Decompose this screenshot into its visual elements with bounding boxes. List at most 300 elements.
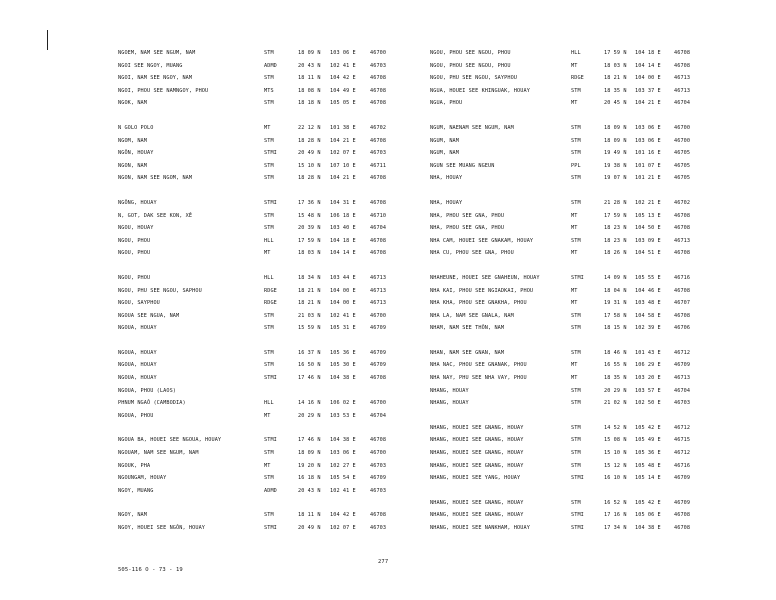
gazetteer-entry	[430, 512, 770, 525]
feature-code: MT	[571, 100, 578, 107]
longitude: 105 14 E	[635, 475, 661, 482]
latitude: 20 49 N	[298, 525, 321, 531]
place-name: NHANG, HOUEI SEE GNANG, HOUAY	[430, 437, 524, 444]
sheet-number: 46708	[370, 100, 387, 107]
sheet-number: 46708	[370, 375, 387, 382]
latitude: 17 46 N	[298, 375, 321, 382]
gazetteer-entry	[118, 200, 458, 213]
gazetteer-entry	[430, 150, 770, 163]
sheet-number: 46704	[370, 225, 387, 232]
feature-code: STM	[571, 462, 581, 469]
entry-group	[118, 512, 458, 537]
sheet-number: 46712	[674, 450, 691, 457]
place-name: NHANG, HOUEI SEE GNANG, HOUAY	[430, 499, 524, 506]
gazetteer-entry	[118, 250, 458, 263]
feature-code: HLL	[264, 400, 274, 407]
gazetteer-entry	[430, 213, 770, 226]
latitude: 17 36 N	[298, 199, 321, 206]
entry-group	[118, 437, 458, 500]
latitude: 18 35 N	[604, 87, 627, 94]
feature-code: STM	[571, 124, 581, 131]
entry-group	[430, 50, 770, 113]
longitude: 103 48 E	[635, 300, 661, 307]
place-name: NHA, HOUAY	[430, 199, 463, 206]
gazetteer-entry	[430, 400, 770, 413]
place-name: NGON, NAM	[118, 162, 148, 169]
gazetteer-entry	[430, 100, 770, 113]
entry-group	[430, 350, 770, 413]
gazetteer-entry	[430, 175, 770, 188]
longitude: 105 49 E	[635, 437, 661, 444]
sheet-number: 46708	[370, 237, 387, 244]
place-name: NHA, PHOU SEE GNA, PHOU	[430, 212, 505, 219]
feature-code: MT	[571, 362, 578, 369]
sheet-number: 46708	[674, 312, 691, 319]
place-name: NHAN, NAM SEE GNAN, NAM	[430, 349, 505, 356]
place-name: NGOUNGAM, HOUAY	[118, 475, 167, 482]
gazetteer-column-left	[118, 50, 458, 550]
place-name: NGOUA, HOUAY	[118, 325, 157, 332]
longitude: 101 38 E	[330, 124, 356, 131]
place-name: NGOU, PHU SEE NGOU, SAYPHOU	[430, 75, 518, 82]
gazetteer-entry	[430, 225, 770, 238]
longitude: 105 36 E	[635, 450, 661, 457]
place-name: NGOY, NAM	[118, 512, 148, 519]
longitude: 104 46 E	[635, 287, 661, 294]
feature-code: STM	[571, 499, 581, 506]
longitude: 103 53 E	[330, 412, 356, 419]
latitude: 14 52 N	[604, 424, 627, 431]
gazetteer-entry	[118, 325, 458, 338]
feature-code: RDGE	[264, 300, 277, 307]
feature-code: STM	[264, 75, 274, 82]
latitude: 18 28 N	[298, 137, 321, 144]
longitude: 104 00 E	[330, 300, 356, 307]
place-name: NGOUA BA, HOUEI SEE NGOUA, HOUAY	[118, 437, 222, 444]
place-name: NGOUA, HOUAY	[118, 375, 157, 382]
feature-code: MT	[571, 62, 578, 69]
longitude: 104 21 E	[330, 137, 356, 144]
place-name: NHA CAM, HOUEI SEE GNAKAM, HOUAY	[430, 237, 534, 244]
longitude: 101 43 E	[635, 349, 661, 356]
latitude: 20 29 N	[604, 387, 627, 394]
feature-code: STMI	[571, 525, 584, 531]
feature-code: STM	[571, 387, 581, 394]
longitude: 104 38 E	[330, 437, 356, 444]
place-name: NGOU, PHOU	[118, 274, 151, 281]
gazetteer-entry	[118, 238, 458, 251]
margin-rule	[47, 30, 48, 50]
latitude: 18 46 N	[604, 349, 627, 356]
latitude: 18 09 N	[298, 50, 321, 56]
entry-group	[118, 50, 458, 113]
latitude: 21 28 N	[604, 199, 627, 206]
place-name: NGOU, PHOU SEE NGOU, PHOU	[430, 62, 511, 69]
entry-group	[118, 275, 458, 338]
gazetteer-entry	[118, 288, 458, 301]
longitude: 102 41 E	[330, 62, 356, 69]
feature-code: STM	[264, 349, 274, 356]
sheet-number: 46708	[674, 250, 691, 257]
gazetteer-entry	[430, 350, 770, 363]
sheet-number: 46709	[674, 362, 691, 369]
latitude: 14 09 N	[604, 274, 627, 281]
feature-code: STMI	[571, 475, 584, 482]
sheet-number: 46713	[674, 375, 691, 382]
longitude: 104 58 E	[635, 312, 661, 319]
latitude: 19 31 N	[604, 300, 627, 307]
feature-code: MT	[264, 462, 271, 469]
latitude: 20 29 N	[298, 412, 321, 419]
latitude: 16 10 N	[604, 475, 627, 482]
sheet-number: 46705	[674, 175, 691, 182]
latitude: 21 02 N	[604, 400, 627, 407]
latitude: 15 12 N	[604, 462, 627, 469]
feature-code: STM	[264, 175, 274, 182]
place-name: PHNUM NGAÔ (CAMBODIA)	[118, 400, 186, 407]
feature-code: STM	[264, 50, 274, 56]
gazetteer-entry	[118, 313, 458, 326]
feature-code: MT	[571, 212, 578, 219]
latitude: 15 10 N	[604, 450, 627, 457]
feature-code: RDGE	[264, 287, 277, 294]
gazetteer-entry	[118, 437, 458, 450]
place-name: NGUN SEE MUANG NGEUN	[430, 162, 495, 169]
feature-code: MT	[264, 124, 271, 131]
longitude: 104 14 E	[635, 62, 661, 69]
latitude: 17 34 N	[604, 525, 627, 531]
gazetteer-entry	[430, 375, 770, 388]
latitude: 19 07 N	[604, 175, 627, 182]
place-name: NHANG, HOUEI SEE GNANG, HOUAY	[430, 424, 524, 431]
sheet-number: 46716	[674, 274, 691, 281]
latitude: 19 49 N	[604, 150, 627, 157]
feature-code: PPL	[571, 162, 581, 169]
latitude: 16 18 N	[298, 475, 321, 482]
place-name: NGÔN, HOUAY	[118, 150, 154, 157]
longitude: 103 20 E	[635, 375, 661, 382]
place-name: NHANG, HOUEI SEE GNANG, HOUAY	[430, 512, 524, 519]
feature-code: MT	[571, 287, 578, 294]
place-name: NHA KAI, PHOU SEE NGIADKAI, PHOU	[430, 287, 534, 294]
place-name: NGUA, PHOU	[430, 100, 463, 107]
place-name: NGOI, NAM SEE NGOY, NAM	[118, 75, 193, 82]
longitude: 104 00 E	[330, 287, 356, 294]
sheet-number: 46708	[674, 225, 691, 232]
latitude: 15 48 N	[298, 212, 321, 219]
longitude: 105 05 E	[330, 100, 356, 107]
longitude: 104 42 E	[330, 512, 356, 519]
place-name: NHANG, HOUEI SEE GNANG, HOUAY	[430, 462, 524, 469]
latitude: 16 55 N	[604, 362, 627, 369]
latitude: 19 20 N	[298, 462, 321, 469]
place-name: NHANG, HOUAY	[430, 387, 469, 394]
feature-code: STM	[571, 424, 581, 431]
feature-code: MT	[571, 300, 578, 307]
longitude: 102 39 E	[635, 325, 661, 332]
feature-code: STM	[264, 225, 274, 232]
longitude: 105 42 E	[635, 499, 661, 506]
place-name: NHA, HOUAY	[430, 175, 463, 182]
longitude: 103 06 E	[635, 137, 661, 144]
sheet-number: 46708	[674, 525, 691, 531]
sheet-number: 46709	[370, 349, 387, 356]
feature-code: MT	[571, 225, 578, 232]
longitude: 102 21 E	[635, 199, 661, 206]
latitude: 15 08 N	[604, 437, 627, 444]
place-name: NGOUA, HOUAY	[118, 349, 157, 356]
feature-code: STM	[571, 400, 581, 407]
gazetteer-entry	[118, 100, 458, 113]
gazetteer-entry	[430, 313, 770, 326]
place-name: NGOU, PHOU	[118, 250, 151, 257]
latitude: 18 03 N	[298, 250, 321, 257]
latitude: 18 11 N	[298, 75, 321, 82]
gazetteer-entry	[118, 375, 458, 388]
latitude: 20 43 N	[298, 62, 321, 69]
place-name: NGOU, PHOU	[118, 237, 151, 244]
sheet-number: 46709	[370, 325, 387, 332]
entry-group	[118, 200, 458, 263]
place-name: NGOM, NAM	[118, 137, 148, 144]
gazetteer-entry	[430, 200, 770, 213]
feature-code: STMI	[264, 150, 277, 157]
longitude: 105 31 E	[330, 325, 356, 332]
longitude: 105 06 E	[635, 512, 661, 519]
place-name: NHA CU, PHOU SEE GNA, PHOU	[430, 250, 514, 257]
longitude: 107 10 E	[330, 162, 356, 169]
place-name: NGON, NAM SEE NGOM, NAM	[118, 175, 193, 182]
place-name: NHA KHA, PHOU SEE GNAKHA, PHOU	[430, 300, 527, 307]
place-name: NGUM, NAM	[430, 150, 460, 157]
gazetteer-entry	[118, 275, 458, 288]
latitude: 16 52 N	[604, 499, 627, 506]
sheet-number: 46708	[370, 87, 387, 94]
feature-code: STM	[264, 512, 274, 519]
feature-code: STM	[571, 312, 581, 319]
feature-code: STM	[264, 137, 274, 144]
longitude: 103 37 E	[635, 87, 661, 94]
gazetteer-entry	[118, 450, 458, 463]
sheet-number: 46713	[674, 87, 691, 94]
place-name: NGOU, SAYPHOU	[118, 300, 160, 307]
latitude: 18 26 N	[604, 250, 627, 257]
entry-group	[430, 275, 770, 338]
sheet-number: 46713	[370, 274, 387, 281]
sheet-number: 46702	[370, 124, 387, 131]
sheet-number: 46707	[674, 300, 691, 307]
sheet-number: 46708	[370, 199, 387, 206]
sheet-number: 46708	[370, 75, 387, 82]
latitude: 15 59 N	[298, 325, 321, 332]
feature-code: STM	[264, 325, 274, 332]
place-name: NGOU, PHU SEE NGOU, SAPHOU	[118, 287, 202, 294]
feature-code: STMI	[264, 525, 277, 531]
longitude: 102 50 E	[635, 400, 661, 407]
feature-code: STM	[571, 175, 581, 182]
place-name: NGOUA SEE NGUA, NAM	[118, 312, 180, 319]
gazetteer-entry	[430, 500, 770, 513]
feature-code: MT	[571, 250, 578, 257]
longitude: 104 18 E	[635, 50, 661, 56]
place-name: NGOK, NAM	[118, 100, 148, 107]
longitude: 103 06 E	[635, 124, 661, 131]
gazetteer-entry	[430, 450, 770, 463]
gazetteer-entry	[118, 163, 458, 176]
latitude: 16 50 N	[298, 362, 321, 369]
longitude: 103 09 E	[635, 237, 661, 244]
latitude: 18 21 N	[604, 75, 627, 82]
longitude: 104 21 E	[635, 100, 661, 107]
gazetteer-entry	[430, 525, 770, 538]
gazetteer-entry	[430, 63, 770, 76]
longitude: 101 07 E	[635, 162, 661, 169]
gazetteer-entry	[430, 88, 770, 101]
feature-code: STM	[264, 212, 274, 219]
latitude: 15 10 N	[298, 162, 321, 169]
feature-code: HLL	[264, 274, 274, 281]
gazetteer-entry	[118, 150, 458, 163]
sheet-number: 46712	[674, 349, 691, 356]
longitude: 104 14 E	[330, 250, 356, 257]
place-name: NHA NAC, PHOU SEE GNANAK, PHOU	[430, 362, 527, 369]
sheet-number: 46700	[370, 50, 387, 56]
longitude: 104 31 E	[330, 199, 356, 206]
longitude: 105 13 E	[635, 212, 661, 219]
sheet-number: 46703	[370, 462, 387, 469]
feature-code: STM	[571, 199, 581, 206]
place-name: NHA NAY, PHU SEE NHA VAY, PHOU	[430, 375, 527, 382]
longitude: 104 21 E	[330, 175, 356, 182]
feature-code: STM	[264, 362, 274, 369]
longitude: 102 41 E	[330, 487, 356, 494]
longitude: 104 38 E	[330, 375, 356, 382]
longitude: 105 54 E	[330, 475, 356, 482]
longitude: 103 06 E	[330, 450, 356, 457]
gazetteer-entry	[118, 488, 458, 501]
gazetteer-entry	[118, 400, 458, 413]
longitude: 102 07 E	[330, 150, 356, 157]
latitude: 17 58 N	[604, 312, 627, 319]
latitude: 18 15 N	[604, 325, 627, 332]
gazetteer-entry	[430, 388, 770, 401]
longitude: 105 48 E	[635, 462, 661, 469]
latitude: 22 12 N	[298, 124, 321, 131]
entry-group	[118, 125, 458, 188]
place-name: NHANG, HOUEI SEE NANKHAM, HOUAY	[430, 525, 530, 531]
place-name: NHAHEUNE, HOUEI SEE GNAHEUN, HOUAY	[430, 274, 540, 281]
feature-code: HLL	[264, 237, 274, 244]
latitude: 21 03 N	[298, 312, 321, 319]
gazetteer-entry	[118, 463, 458, 476]
gazetteer-entry	[118, 125, 458, 138]
latitude: 17 16 N	[604, 512, 627, 519]
sheet-number: 46703	[370, 62, 387, 69]
gazetteer-entry	[430, 238, 770, 251]
gazetteer-entry	[118, 475, 458, 488]
entry-group	[430, 500, 770, 538]
longitude: 105 55 E	[635, 274, 661, 281]
longitude: 106 02 E	[330, 400, 356, 407]
latitude: 18 28 N	[298, 175, 321, 182]
sheet-number: 46704	[674, 100, 691, 107]
feature-code: STMI	[571, 274, 584, 281]
sheet-number: 46715	[674, 437, 691, 444]
gazetteer-entry	[430, 75, 770, 88]
place-name: NHA LA, NAM SEE GNALA, NAM	[430, 312, 514, 319]
feature-code: STMI	[264, 375, 277, 382]
place-name: NGOU, PHOU SEE NGOU, PHOU	[430, 50, 511, 56]
gazetteer-entry	[118, 362, 458, 375]
place-name: NGUM, NAENAM SEE NGUM, NAM	[430, 124, 514, 131]
place-name: NGOY, HOUEI SEE NGÔN, HOUAY	[118, 525, 206, 531]
latitude: 18 35 N	[604, 375, 627, 382]
sheet-number: 46708	[674, 212, 691, 219]
sheet-number: 46705	[674, 150, 691, 157]
feature-code: STM	[264, 475, 274, 482]
longitude: 104 42 E	[330, 75, 356, 82]
sheet-number: 46705	[674, 162, 691, 169]
entry-group	[430, 200, 770, 263]
latitude: 18 09 N	[604, 137, 627, 144]
sheet-number: 46713	[370, 287, 387, 294]
feature-code: ADMD	[264, 487, 277, 494]
gazetteer-entry	[118, 388, 458, 401]
place-name: N, GOT, DAK SEE KON, XÊ	[118, 212, 193, 219]
latitude: 18 08 N	[298, 87, 321, 94]
longitude: 103 40 E	[330, 225, 356, 232]
sheet-number: 46700	[674, 137, 691, 144]
sheet-number: 46703	[674, 400, 691, 407]
longitude: 104 38 E	[635, 525, 661, 531]
sheet-number: 46709	[674, 499, 691, 506]
longitude: 106 18 E	[330, 212, 356, 219]
place-name: NHANG, HOUAY	[430, 400, 469, 407]
place-name: NHAM, NAM SEE THÔN, NAM	[430, 325, 505, 332]
latitude: 18 09 N	[604, 124, 627, 131]
place-name: NGOI SEE NGOY, MUANG	[118, 62, 183, 69]
latitude: 18 34 N	[298, 274, 321, 281]
latitude: 19 38 N	[604, 162, 627, 169]
longitude: 104 00 E	[635, 75, 661, 82]
latitude: 20 49 N	[298, 150, 321, 157]
sheet-number: 46709	[370, 362, 387, 369]
feature-code: MT	[264, 412, 271, 419]
latitude: 20 45 N	[604, 100, 627, 107]
sheet-number: 46700	[674, 124, 691, 131]
page-number: 277	[378, 559, 389, 565]
gazetteer-entry	[118, 75, 458, 88]
longitude: 102 41 E	[330, 312, 356, 319]
sheet-number: 46709	[370, 475, 387, 482]
sheet-number: 46703	[370, 487, 387, 494]
place-name: NGOUA, HOUAY	[118, 362, 157, 369]
feature-code: STM	[571, 349, 581, 356]
feature-code: STM	[571, 150, 581, 157]
gazetteer-entry	[430, 275, 770, 288]
latitude: 16 37 N	[298, 349, 321, 356]
feature-code: STMI	[571, 512, 584, 519]
latitude: 18 09 N	[298, 450, 321, 457]
gazetteer-entry	[430, 300, 770, 313]
sheet-number: 46716	[674, 462, 691, 469]
gazetteer-entry	[430, 288, 770, 301]
sheet-number: 46703	[370, 525, 387, 531]
latitude: 14 16 N	[298, 400, 321, 407]
feature-code: STM	[264, 450, 274, 457]
sheet-number: 46713	[674, 75, 691, 82]
feature-code: STM	[571, 325, 581, 332]
